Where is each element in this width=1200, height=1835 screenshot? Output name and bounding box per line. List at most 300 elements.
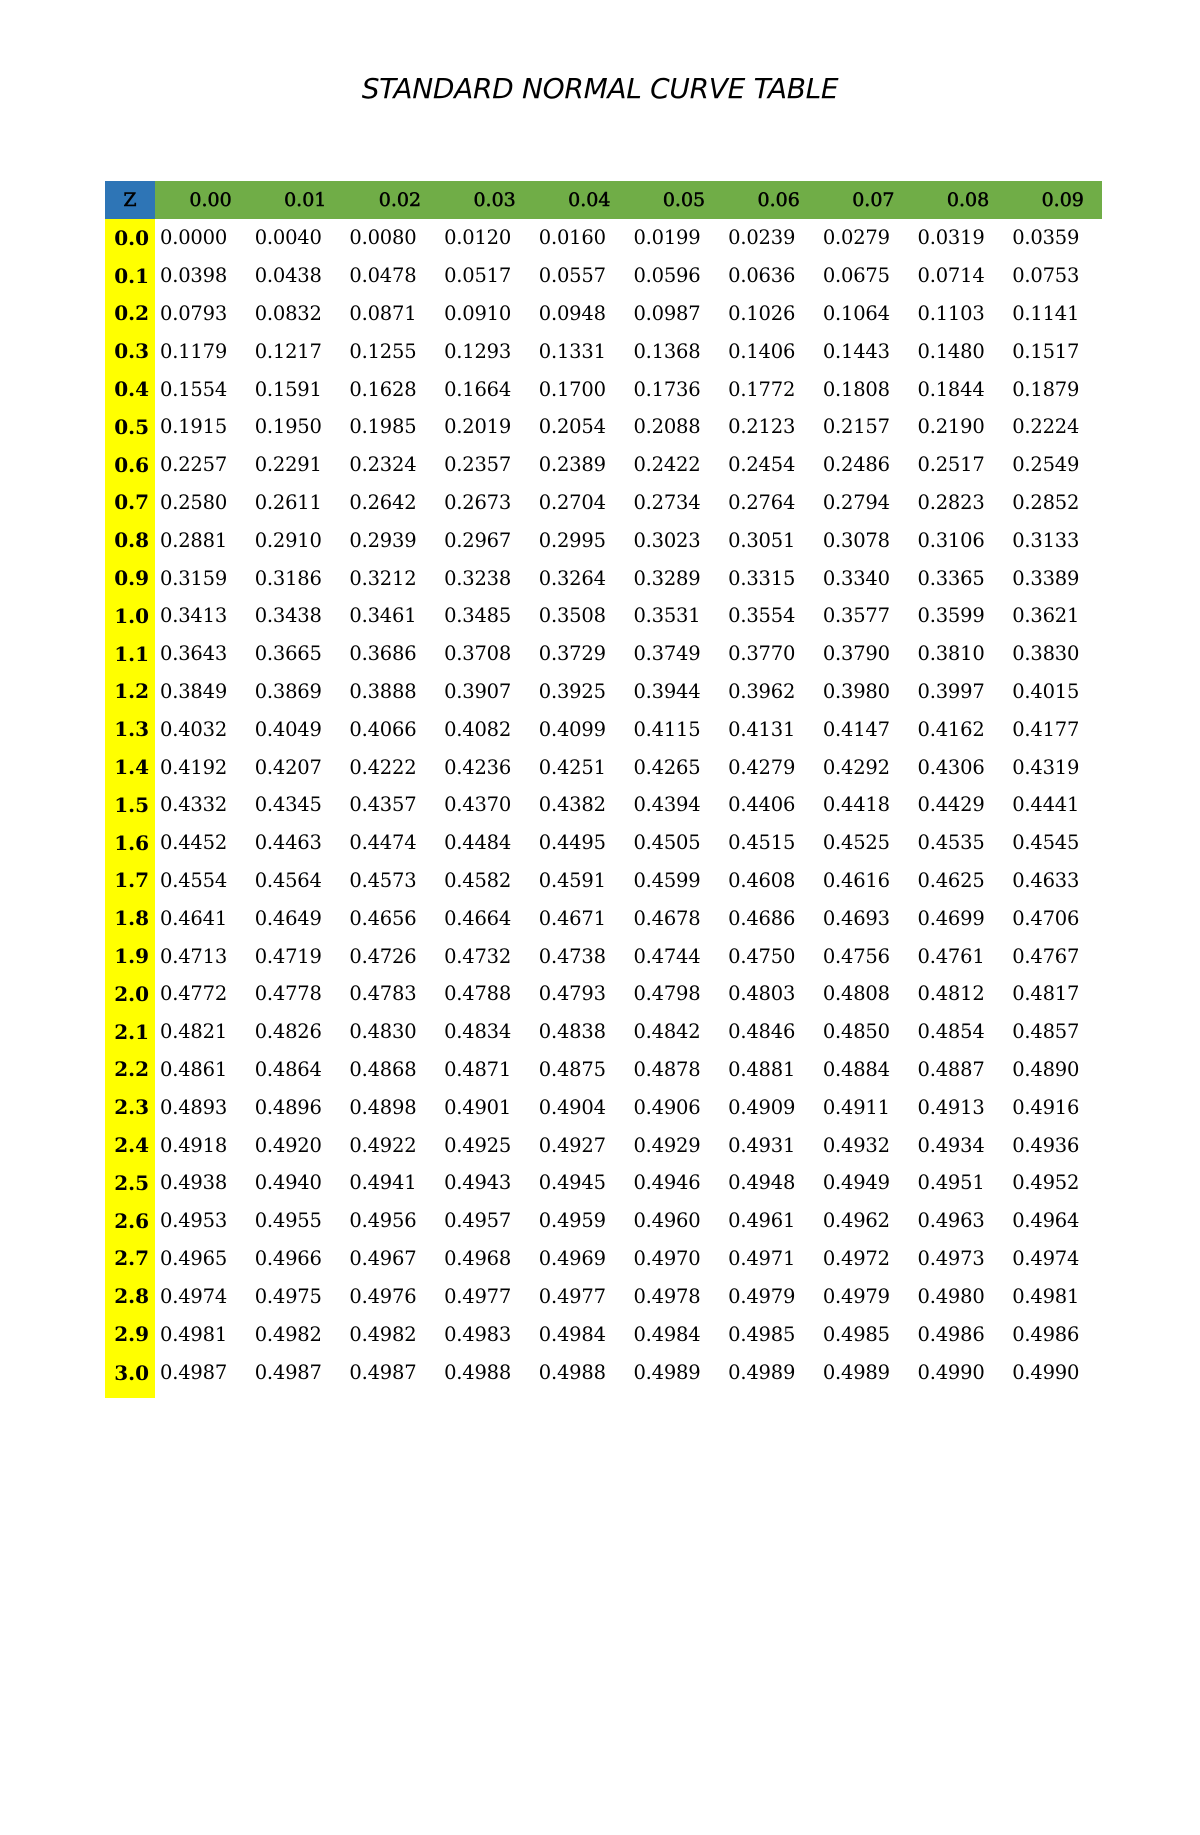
table-cell: 0.1950 — [254, 415, 322, 439]
table-cell: 0.4969 — [538, 1246, 606, 1270]
table-cell: 0.4649 — [254, 906, 322, 930]
table-cell: 0.4131 — [728, 717, 796, 741]
table-row — [105, 748, 1102, 786]
table-cell: 0.0987 — [633, 301, 701, 325]
table-cell: 0.3810 — [917, 642, 985, 666]
table-cell: 0.0160 — [538, 226, 606, 250]
table-cell: 0.0636 — [728, 264, 796, 288]
table-cell: 0.3790 — [822, 642, 890, 666]
table-cell: 0.4251 — [538, 755, 606, 779]
table-cell: 0.4545 — [1012, 831, 1080, 855]
table-cell: 0.2389 — [538, 453, 606, 477]
table-cell: 0.2190 — [917, 415, 985, 439]
table-cell: 0.4968 — [444, 1246, 512, 1270]
table-cell: 0.1664 — [444, 377, 512, 401]
table-cell: 0.2794 — [822, 490, 890, 514]
table-cell: 0.0948 — [538, 301, 606, 325]
table-body — [105, 219, 1102, 1398]
z-row-header: 2.6 — [105, 1202, 155, 1240]
table-cell: 0.4957 — [444, 1209, 512, 1233]
table-cell: 0.4989 — [728, 1360, 796, 1384]
table-cell: 0.4788 — [444, 982, 512, 1006]
table-cell: 0.2517 — [917, 453, 985, 477]
table-cell: 0.2611 — [254, 490, 322, 514]
table-cell: 0.4803 — [728, 982, 796, 1006]
z-row-header: 0.9 — [105, 559, 155, 597]
table-cell: 0.4922 — [349, 1133, 417, 1157]
table-cell: 0.2123 — [728, 415, 796, 439]
table-cell: 0.4418 — [822, 793, 890, 817]
table-cell: 0.4699 — [917, 906, 985, 930]
table-cell: 0.2673 — [444, 490, 512, 514]
table-cell: 0.4988 — [538, 1360, 606, 1384]
table-cell: 0.2549 — [1012, 453, 1080, 477]
table-cell: 0.1879 — [1012, 377, 1080, 401]
table-row — [105, 635, 1102, 673]
table-cell: 0.4750 — [728, 944, 796, 968]
table-cell: 0.1406 — [728, 339, 796, 363]
table-cell: 0.1554 — [160, 377, 228, 401]
table-row — [105, 1088, 1102, 1126]
table-cell: 0.4977 — [538, 1284, 606, 1308]
table-cell: 0.4938 — [160, 1171, 228, 1195]
table-cell: 0.4875 — [538, 1057, 606, 1081]
table-row — [105, 1353, 1102, 1398]
table-row — [105, 257, 1102, 295]
table-cell: 0.1808 — [822, 377, 890, 401]
table-cell: 0.1736 — [633, 377, 701, 401]
table-cell: 0.4535 — [917, 831, 985, 855]
table-cell: 0.4671 — [538, 906, 606, 930]
table-cell: 0.4265 — [633, 755, 701, 779]
table-cell: 0.4986 — [1012, 1322, 1080, 1346]
z-row-header: 2.4 — [105, 1126, 155, 1164]
table-cell: 0.4913 — [917, 1095, 985, 1119]
z-row-header: 0.4 — [105, 370, 155, 408]
table-cell: 0.4962 — [822, 1209, 890, 1233]
table-cell: 0.4925 — [444, 1133, 512, 1157]
table-row — [105, 937, 1102, 975]
table-cell: 0.0871 — [349, 301, 417, 325]
z-row-header: 2.7 — [105, 1240, 155, 1278]
z-row-header: 0.8 — [105, 521, 155, 559]
table-cell: 0.4985 — [728, 1322, 796, 1346]
table-cell: 0.4974 — [1012, 1246, 1080, 1270]
table-cell: 0.2704 — [538, 490, 606, 514]
table-row — [105, 219, 1102, 257]
table-cell: 0.2823 — [917, 490, 985, 514]
table-cell: 0.3830 — [1012, 642, 1080, 666]
table-cell: 0.2324 — [349, 453, 417, 477]
column-header: 0.00 — [155, 181, 250, 219]
table-cell: 0.1517 — [1012, 339, 1080, 363]
column-header: 0.03 — [439, 181, 534, 219]
table-cell: 0.1591 — [254, 377, 322, 401]
table-cell: 0.4616 — [822, 868, 890, 892]
table-cell: 0.3023 — [633, 528, 701, 552]
z-row-header: 2.0 — [105, 975, 155, 1013]
table-cell: 0.4987 — [349, 1360, 417, 1384]
table-cell: 0.4564 — [254, 868, 322, 892]
table-cell: 0.2422 — [633, 453, 701, 477]
table-cell: 0.1700 — [538, 377, 606, 401]
table-cell: 0.4821 — [160, 1020, 228, 1044]
table-cell: 0.4953 — [160, 1209, 228, 1233]
table-cell: 0.3238 — [444, 566, 512, 590]
table-cell: 0.4713 — [160, 944, 228, 968]
table-cell: 0.4911 — [822, 1095, 890, 1119]
table-cell: 0.4981 — [160, 1322, 228, 1346]
table-cell: 0.2939 — [349, 528, 417, 552]
z-row-header: 1.8 — [105, 899, 155, 937]
table-cell: 0.3944 — [633, 679, 701, 703]
table-row — [105, 484, 1102, 522]
table-cell: 0.3531 — [633, 604, 701, 628]
column-header: 0.02 — [344, 181, 439, 219]
table-row — [105, 1202, 1102, 1240]
table-cell: 0.4732 — [444, 944, 512, 968]
table-cell: 0.1293 — [444, 339, 512, 363]
table-cell: 0.2881 — [160, 528, 228, 552]
table-cell: 0.4686 — [728, 906, 796, 930]
table-cell: 0.4916 — [1012, 1095, 1080, 1119]
table-cell: 0.4948 — [728, 1171, 796, 1195]
table-cell: 0.4920 — [254, 1133, 322, 1157]
table-row — [105, 1164, 1102, 1202]
table-cell: 0.4918 — [160, 1133, 228, 1157]
table-row — [105, 370, 1102, 408]
table-cell: 0.4986 — [917, 1322, 985, 1346]
table-cell: 0.4394 — [633, 793, 701, 817]
table-cell: 0.4884 — [822, 1057, 890, 1081]
table-cell: 0.4332 — [160, 793, 228, 817]
table-row — [105, 786, 1102, 824]
table-cell: 0.0120 — [444, 226, 512, 250]
table-cell: 0.2019 — [444, 415, 512, 439]
table-cell: 0.3621 — [1012, 604, 1080, 628]
table-row — [105, 295, 1102, 333]
table-cell: 0.1331 — [538, 339, 606, 363]
table-cell: 0.3686 — [349, 642, 417, 666]
table-cell: 0.4988 — [444, 1360, 512, 1384]
z-row-header: 0.2 — [105, 295, 155, 333]
table-cell: 0.4463 — [254, 831, 322, 855]
table-cell: 0.1103 — [917, 301, 985, 325]
table-cell: 0.4881 — [728, 1057, 796, 1081]
table-row — [105, 1277, 1102, 1315]
table-cell: 0.4744 — [633, 944, 701, 968]
table-row — [105, 446, 1102, 484]
table-cell: 0.4898 — [349, 1095, 417, 1119]
z-column-header: Z — [105, 181, 155, 219]
table-cell: 0.4965 — [160, 1246, 228, 1270]
table-cell: 0.1179 — [160, 339, 228, 363]
table-cell: 0.1628 — [349, 377, 417, 401]
table-cell: 0.4901 — [444, 1095, 512, 1119]
z-row-header: 2.3 — [105, 1088, 155, 1126]
table-cell: 0.3729 — [538, 642, 606, 666]
table-cell: 0.4452 — [160, 831, 228, 855]
table-cell: 0.4357 — [349, 793, 417, 817]
table-cell: 0.4979 — [728, 1284, 796, 1308]
table-cell: 0.1026 — [728, 301, 796, 325]
table-cell: 0.2454 — [728, 453, 796, 477]
table-cell: 0.4936 — [1012, 1133, 1080, 1157]
table-row — [105, 710, 1102, 748]
table-cell: 0.0675 — [822, 264, 890, 288]
table-cell: 0.0239 — [728, 226, 796, 250]
table-cell: 0.4761 — [917, 944, 985, 968]
table-cell: 0.4207 — [254, 755, 322, 779]
table-cell: 0.4987 — [254, 1360, 322, 1384]
table-cell: 0.4960 — [633, 1209, 701, 1233]
table-cell: 0.4441 — [1012, 793, 1080, 817]
table-cell: 0.4495 — [538, 831, 606, 855]
table-cell: 0.4783 — [349, 982, 417, 1006]
table-cell: 0.4934 — [917, 1133, 985, 1157]
table-cell: 0.4693 — [822, 906, 890, 930]
table-cell: 0.1480 — [917, 339, 985, 363]
table-cell: 0.4406 — [728, 793, 796, 817]
table-cell: 0.0438 — [254, 264, 322, 288]
table-cell: 0.3599 — [917, 604, 985, 628]
table-cell: 0.0478 — [349, 264, 417, 288]
table-cell: 0.4382 — [538, 793, 606, 817]
column-header: 0.01 — [250, 181, 345, 219]
table-cell: 0.0279 — [822, 226, 890, 250]
table-cell: 0.3413 — [160, 604, 228, 628]
table-row — [105, 1240, 1102, 1278]
table-row — [105, 408, 1102, 446]
column-header: 0.04 — [534, 181, 629, 219]
table-cell: 0.4970 — [633, 1246, 701, 1270]
table-cell: 0.4909 — [728, 1095, 796, 1119]
table-cell: 0.4906 — [633, 1095, 701, 1119]
table-row — [105, 899, 1102, 937]
table-cell: 0.4964 — [1012, 1209, 1080, 1233]
table-cell: 0.3554 — [728, 604, 796, 628]
table-cell: 0.4890 — [1012, 1057, 1080, 1081]
table-cell: 0.3186 — [254, 566, 322, 590]
table-cell: 0.3438 — [254, 604, 322, 628]
table-cell: 0.3665 — [254, 642, 322, 666]
table-cell: 0.4798 — [633, 982, 701, 1006]
table-cell: 0.4099 — [538, 717, 606, 741]
table-cell: 0.4719 — [254, 944, 322, 968]
table-cell: 0.4370 — [444, 793, 512, 817]
table-cell: 0.4984 — [633, 1322, 701, 1346]
page-title: STANDARD NORMAL CURVE TABLE — [361, 72, 839, 105]
z-row-header: 1.1 — [105, 635, 155, 673]
table-cell: 0.4817 — [1012, 982, 1080, 1006]
table-cell: 0.4868 — [349, 1057, 417, 1081]
table-cell: 0.0000 — [160, 226, 228, 250]
table-cell: 0.4664 — [444, 906, 512, 930]
table-cell: 0.4952 — [1012, 1171, 1080, 1195]
table-row — [105, 332, 1102, 370]
table-cell: 0.4641 — [160, 906, 228, 930]
table-cell: 0.4963 — [917, 1209, 985, 1233]
table-cell: 0.4706 — [1012, 906, 1080, 930]
table-cell: 0.4830 — [349, 1020, 417, 1044]
table-cell: 0.3389 — [1012, 566, 1080, 590]
table-cell: 0.4846 — [728, 1020, 796, 1044]
table-cell: 0.4931 — [728, 1133, 796, 1157]
table-cell: 0.4429 — [917, 793, 985, 817]
z-row-header: 1.2 — [105, 673, 155, 711]
table-cell: 0.4966 — [254, 1246, 322, 1270]
table-cell: 0.4625 — [917, 868, 985, 892]
table-cell: 0.4984 — [538, 1322, 606, 1346]
z-row-header: 0.3 — [105, 332, 155, 370]
table-cell: 0.0753 — [1012, 264, 1080, 288]
table-cell: 0.4147 — [822, 717, 890, 741]
table-cell: 0.4955 — [254, 1209, 322, 1233]
z-row-header: 2.9 — [105, 1315, 155, 1353]
table-cell: 0.4878 — [633, 1057, 701, 1081]
table-cell: 0.4279 — [728, 755, 796, 779]
table-cell: 0.4985 — [822, 1322, 890, 1346]
z-row-header: 1.0 — [105, 597, 155, 635]
table-cell: 0.4633 — [1012, 868, 1080, 892]
table-cell: 0.0398 — [160, 264, 228, 288]
table-cell: 0.4834 — [444, 1020, 512, 1044]
table-cell: 0.3051 — [728, 528, 796, 552]
table-cell: 0.4945 — [538, 1171, 606, 1195]
table-cell: 0.0832 — [254, 301, 322, 325]
table-cell: 0.4756 — [822, 944, 890, 968]
z-row-header: 0.7 — [105, 484, 155, 522]
table-cell: 0.3888 — [349, 679, 417, 703]
table-cell: 0.4932 — [822, 1133, 890, 1157]
table-row — [105, 597, 1102, 635]
table-cell: 0.4808 — [822, 982, 890, 1006]
table-cell: 0.4861 — [160, 1057, 228, 1081]
table-cell: 0.2734 — [633, 490, 701, 514]
table-row — [105, 559, 1102, 597]
table-cell: 0.4943 — [444, 1171, 512, 1195]
table-row — [105, 673, 1102, 711]
table-cell: 0.1844 — [917, 377, 985, 401]
z-row-header: 2.5 — [105, 1164, 155, 1202]
table-cell: 0.3849 — [160, 679, 228, 703]
table-cell: 0.3708 — [444, 642, 512, 666]
table-cell: 0.0199 — [633, 226, 701, 250]
column-header: 0.09 — [1007, 181, 1102, 219]
table-cell: 0.3997 — [917, 679, 985, 703]
table-cell: 0.3770 — [728, 642, 796, 666]
z-row-header: 2.1 — [105, 1013, 155, 1051]
table-cell: 0.2486 — [822, 453, 890, 477]
table-cell: 0.3643 — [160, 642, 228, 666]
table-cell: 0.2852 — [1012, 490, 1080, 514]
table-row — [105, 975, 1102, 1013]
table-cell: 0.0714 — [917, 264, 985, 288]
table-cell: 0.1443 — [822, 339, 890, 363]
table-cell: 0.4772 — [160, 982, 228, 1006]
table-row — [105, 824, 1102, 862]
column-header: 0.07 — [818, 181, 913, 219]
table-cell: 0.4505 — [633, 831, 701, 855]
table-cell: 0.0080 — [349, 226, 417, 250]
table-cell: 0.4978 — [633, 1284, 701, 1308]
table-cell: 0.3749 — [633, 642, 701, 666]
table-cell: 0.4115 — [633, 717, 701, 741]
table-cell: 0.4599 — [633, 868, 701, 892]
table-cell: 0.4983 — [444, 1322, 512, 1346]
table-cell: 0.4525 — [822, 831, 890, 855]
table-cell: 0.4971 — [728, 1246, 796, 1270]
table-cell: 0.3289 — [633, 566, 701, 590]
table-cell: 0.3078 — [822, 528, 890, 552]
table-cell: 0.4956 — [349, 1209, 417, 1233]
table-cell: 0.4929 — [633, 1133, 701, 1157]
table-cell: 0.4973 — [917, 1246, 985, 1270]
z-row-header: 2.8 — [105, 1277, 155, 1315]
table-cell: 0.1064 — [822, 301, 890, 325]
column-header: 0.08 — [913, 181, 1008, 219]
table-cell: 0.4515 — [728, 831, 796, 855]
table-cell: 0.4066 — [349, 717, 417, 741]
table-cell: 0.2054 — [538, 415, 606, 439]
table-row — [105, 1315, 1102, 1353]
table-cell: 0.4887 — [917, 1057, 985, 1081]
table-cell: 0.4941 — [349, 1171, 417, 1195]
table-cell: 0.3365 — [917, 566, 985, 590]
z-row-header: 0.1 — [105, 257, 155, 295]
table-cell: 0.4222 — [349, 755, 417, 779]
table-cell: 0.1368 — [633, 339, 701, 363]
table-cell: 0.1915 — [160, 415, 228, 439]
table-cell: 0.3925 — [538, 679, 606, 703]
table-cell: 0.4990 — [1012, 1360, 1080, 1384]
z-row-header: 1.3 — [105, 710, 155, 748]
table-cell: 0.4949 — [822, 1171, 890, 1195]
table-cell: 0.4484 — [444, 831, 512, 855]
table-cell: 0.3869 — [254, 679, 322, 703]
table-cell: 0.3340 — [822, 566, 890, 590]
table-row — [105, 521, 1102, 559]
table-cell: 0.3159 — [160, 566, 228, 590]
table-cell: 0.4850 — [822, 1020, 890, 1044]
table-cell: 0.4838 — [538, 1020, 606, 1044]
table-cell: 0.3962 — [728, 679, 796, 703]
table-cell: 0.4893 — [160, 1095, 228, 1119]
table-cell: 0.4982 — [349, 1322, 417, 1346]
table-cell: 0.4940 — [254, 1171, 322, 1195]
table-cell: 0.2224 — [1012, 415, 1080, 439]
table-cell: 0.4082 — [444, 717, 512, 741]
table-cell: 0.4192 — [160, 755, 228, 779]
table-cell: 0.4927 — [538, 1133, 606, 1157]
table-cell: 0.0557 — [538, 264, 606, 288]
table-cell: 0.4236 — [444, 755, 512, 779]
table-cell: 0.4177 — [1012, 717, 1080, 741]
table-cell: 0.4778 — [254, 982, 322, 1006]
table-cell: 0.4976 — [349, 1284, 417, 1308]
table-cell: 0.0596 — [633, 264, 701, 288]
table-cell: 0.4049 — [254, 717, 322, 741]
table-cell: 0.3980 — [822, 679, 890, 703]
table-cell: 0.3106 — [917, 528, 985, 552]
table-cell: 0.4474 — [349, 831, 417, 855]
table-cell: 0.1985 — [349, 415, 417, 439]
table-cell: 0.4608 — [728, 868, 796, 892]
table-cell: 0.2357 — [444, 453, 512, 477]
table-cell: 0.3485 — [444, 604, 512, 628]
table-cell: 0.2764 — [728, 490, 796, 514]
z-row-header: 0.0 — [105, 219, 155, 257]
